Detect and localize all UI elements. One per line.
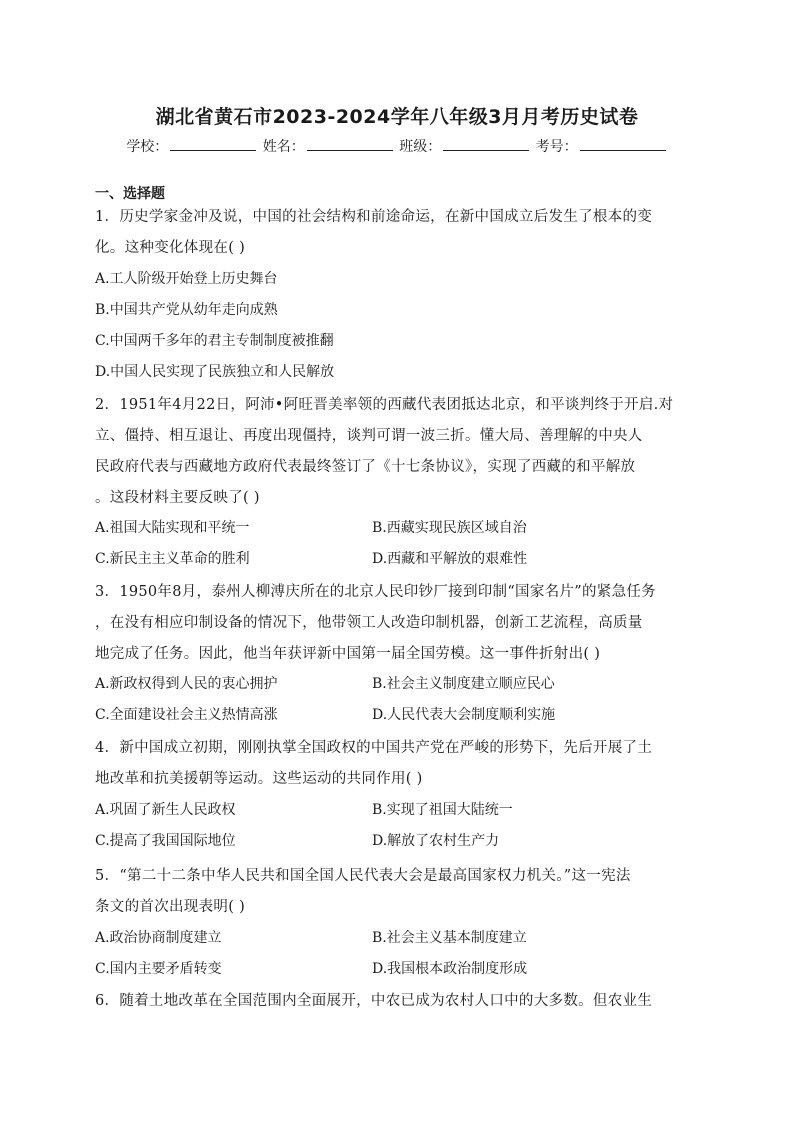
q4-line-1: 4．新中国成立初期，刚刚执掌全国政权的中国共产党在严峻的形势下，先后开展了土 <box>95 740 653 756</box>
name-blank[interactable] <box>307 138 393 151</box>
name-label: 姓名： <box>262 139 305 155</box>
q4-option-c: C.提高了我国国际地位 <box>95 833 236 849</box>
class-blank[interactable] <box>443 138 529 151</box>
class-label: 班级： <box>399 139 442 155</box>
q4-option-a: A.巩固了新生人民政权 <box>95 802 236 818</box>
q1-option-c: C.中国两千多年的君主专制制度被推翻 <box>95 333 334 349</box>
q5-option-b: B.社会主义基本制度建立 <box>372 930 527 946</box>
q2-line-2: 立、僵持、相互退让、再度出现僵持，谈判可谓一波三折。懂大局、善理解的中央人 <box>95 428 643 444</box>
school-label: 学校： <box>126 139 169 155</box>
q3-option-c: C.全面建设社会主义热情高涨 <box>95 707 278 723</box>
q5-line-1: 5．“第二十二条中华人民共和国全国人民代表大会是最高国家权力机关。”这一宪法 <box>95 868 631 884</box>
student-info-line <box>0 136 794 156</box>
number-label: 考号： <box>535 139 578 155</box>
q3-option-d: D.人民代表大会制度顺利实施 <box>372 707 556 723</box>
q2-option-d: D.西藏和平解放的艰难性 <box>372 551 528 567</box>
q1-line-1: 1．历史学家金冲及说，中国的社会结构和前途命运，在新中国成立后发生了根本的变 <box>95 209 653 225</box>
q3-line-3: 地完成了任务。因此，他当年获评新中国第一届全国劳模。这一事件折射出( ) <box>95 646 601 662</box>
q2-option-a: A.祖国大陆实现和平统一 <box>95 520 250 536</box>
q1-option-a: A.工人阶级开始登上历史舞台 <box>95 271 278 287</box>
q1-option-d: D.中国人民实现了民族独立和人民解放 <box>95 364 335 380</box>
q2-line-4: 。这段材料主要反映了( ) <box>95 490 260 506</box>
q5-line-2: 条文的首次出现表明( ) <box>95 899 246 915</box>
q2-option-c: C.新民主主义革命的胜利 <box>95 551 250 567</box>
q3-option-b: B.社会主义制度建立顺应民心 <box>372 676 555 692</box>
q5-option-d: D.我国根本政治制度形成 <box>372 961 528 977</box>
q5-option-a: A.政治协商制度建立 <box>95 930 222 946</box>
school-blank[interactable] <box>170 138 256 151</box>
q3-line-1: 3．1950年8月，泰州人柳溥庆所在的北京人民印钞厂接到印制“国家名片”的紧急任务 <box>95 584 656 600</box>
q1-option-b: B.中国共产党从幼年走向成熟 <box>95 302 278 318</box>
number-blank[interactable] <box>580 138 666 151</box>
q2-option-b: B.西藏实现民族区域自治 <box>372 520 527 536</box>
q4-option-b: B.实现了祖国大陆统一 <box>372 802 513 818</box>
exam-title: 湖北省黄石市2023-2024学年八年级3月月考历史试卷 <box>155 106 639 128</box>
q6-line-1: 6．随着土地改革在全国范围内全面展开，中农已成为农村人口中的大多数。但农业生 <box>95 993 653 1009</box>
q3-option-a: A.新政权得到人民的衷心拥护 <box>95 676 278 692</box>
q4-option-d: D.解放了农村生产力 <box>372 833 500 849</box>
q2-line-3: 民政府代表与西藏地方政府代表最终签订了《十七条协议》，实现了西藏的和平解放 <box>95 459 636 475</box>
section-heading: 一、选择题 <box>95 186 165 202</box>
q2-line-1: 2．1951年4月22日，阿沛•阿旺晋美率领的西藏代表团抵达北京，和平谈判终于开启.对 <box>95 397 674 413</box>
q1-line-2: 化。这种变化体现在( ) <box>95 240 246 256</box>
q3-line-2: ，在没有相应印制设备的情况下，他带领工人改造印制机器，创新工艺流程，高质量 <box>95 615 643 631</box>
q5-option-c: C.国内主要矛盾转变 <box>95 961 222 977</box>
q4-line-2: 地改革和抗美援朝等运动。这些运动的共同作用( ) <box>95 771 423 787</box>
